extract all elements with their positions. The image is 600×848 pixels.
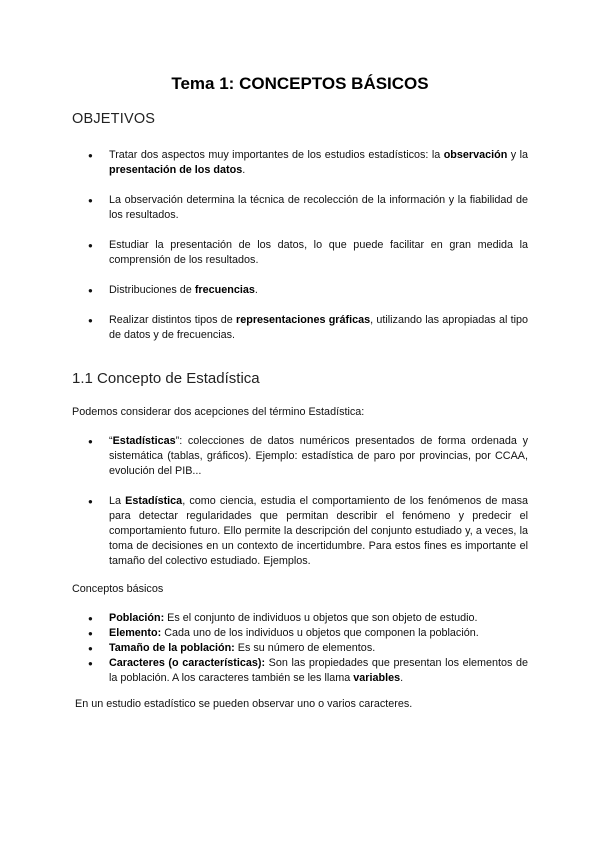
item-bold: Elemento: [109,627,162,639]
item-text: . [400,672,404,684]
item-bold: variables [353,672,401,684]
item-text: . [242,164,246,176]
page-title: Tema 1: CONCEPTOS BÁSICOS [171,74,429,93]
item-bold: Caracteres (o características): [109,657,266,669]
item-text: . [254,284,258,296]
list-item [72,148,528,178]
list-item [72,494,528,569]
item-bold: Estadística [125,495,183,507]
item-text: Son las propiedades que presentan los elementos de la población. A los caracteres también se les llama [109,657,529,684]
item-text: , como ciencia, estudia el comportamiento de los fenómenos de masa para detectar regularidades que permitan describir el fenómeno y predecir el comportamiento futuro. Ello permite la descripción del conjunto estudiado y, a veces, la toma de decisiones en un contexto de incertidumbre. Para estos fines es importante el tamaño del colectivo estudiado. Ejemplos. [109,495,528,567]
list-item [72,193,528,223]
conceptos-label: Conceptos básicos [72,583,164,595]
item-bold: Estadísticas [112,435,176,447]
list-item [72,641,528,656]
list-item [72,238,528,268]
item-bold: frecuencias [194,284,255,296]
list-item [72,283,528,298]
item-bold: Tamaño de la población: [109,642,235,654]
list-item [72,313,528,343]
section-heading: 1.1 Concepto de Estadística [72,370,260,387]
item-bold: representaciones gráficas [236,314,371,326]
list-item [72,434,528,479]
objetivos-list [72,148,528,343]
list-item [72,656,528,686]
item-bold: observación [443,149,508,161]
item-text: La [109,495,126,507]
item-bold: presentación de los datos [109,164,243,176]
item-text: Realizar distintos tipos de [109,314,237,326]
item-bold: Población: [109,612,165,624]
item-text: Estudiar la presentación de los datos, lo que puede facilitar en gran medida la comprensión de los resultados. [109,239,528,266]
item-text: Tratar dos aspectos muy importantes de los estudios estadísticos: la [109,149,444,161]
item-text: Es su número de elementos. [234,642,376,654]
conceptos-list [72,611,528,686]
list-item [72,611,528,626]
item-text: , utilizando las apropiadas al tipo de datos y de frecuencias. [109,314,529,341]
objetivos-heading: OBJETIVOS [72,111,156,127]
closing-paragraph: En un estudio estadístico se pueden observar uno o varios caracteres. [75,698,413,710]
item-text: Es el conjunto de individuos u objetos que son objeto de estudio. [164,612,478,624]
list-item [72,626,528,641]
item-text: La observación determina la técnica de recolección de la información y la fiabilidad de los resultados. [109,194,528,221]
item-text: Cada uno de los individuos u objetos que componen la población. [161,627,479,639]
item-text: ”: colecciones de datos numéricos presentados de forma ordenada y sistemática (tablas, gráficos). Ejemplo: estadística de paro por provincias, por CCAA, evolución del PIB... [109,435,528,477]
item-text: Distribuciones de [109,284,195,296]
item-text: “ [109,435,113,447]
acepciones-list [72,434,528,569]
item-text: y la [507,149,528,161]
section-intro: Podemos considerar dos acepciones del término Estadística: [72,406,365,418]
